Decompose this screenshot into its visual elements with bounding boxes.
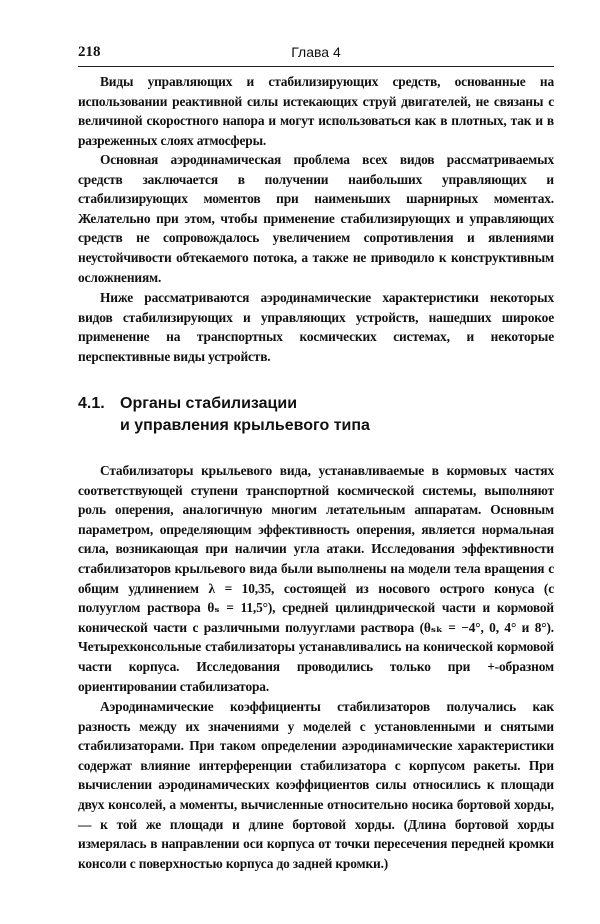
page-header	[78, 44, 554, 67]
section-title-line1: Органы стабилизации	[120, 395, 298, 412]
section-number: 4.1.	[78, 395, 105, 412]
chapter-title: Глава 4	[291, 44, 341, 60]
section-heading-line1	[78, 393, 370, 415]
paragraph-jet-controls: Виды управляющих и стабилизирующих средств, основанные на использовании реактивной силы истекающих струй двигателей, не связаны с величиной скоростного напора и могут использоваться как в плотных, так и в разреженных слоях атмосферы.	[78, 74, 554, 148]
page-number: 218	[78, 44, 101, 60]
paragraph-overview: Ниже рассматриваются аэродинамические характеристики некоторых видов стабилизирующих и управляющих устройств, нашедших широкое применение на транспортных космических системах, и некоторые перспективные виды устройств.	[78, 290, 554, 364]
paragraph-main-problem: Основная аэродинамическая проблема всех видов рассматриваемых средств заключается в получении наибольших управляющих и стабилизирующих моментов при наименьших шарнирных моментах. Желательно при этом, чтобы применение стабилизирующих и управляющих средств не сопровождалось увеличением сопротивления и явлениями неустойчивости обтекаемого потока, а также не приводило к конструктивным осложнениям.	[78, 152, 554, 285]
section-heading	[78, 393, 370, 437]
paragraph-wing-stabilizers: Стабилизаторы крыльевого вида, устанавливаемые в кормовых частях соответствующей ступени транспортной космической системы, выполняют роль оперения, аналогичную многим летательным аппаратам. Основным параметром, определяющим эффективность оперения, является нормальная сила, возникающая при наличии угла атаки. Исследования эффективности стабилизаторов крыльевого вида были выполнены на модели тела вращения с общим удлинением λ = 10,35, состоящей из носового острого конуса (с полууглом раствора θₛ = 11,5°), средней цилиндрической части и кормовой конической части с различными полууглами раствора (θₛₖ = −4°, 0, 4° и 8°). Четырехконсольные стабилизаторы устанавливались на конической кормовой части корпуса. Исследования проводились только при +-образном ориентировании стабилизатора.	[78, 463, 554, 694]
section-title-line2: и управления крыльевого типа	[120, 417, 370, 434]
paragraph-coefficients: Аэродинамические коэффициенты стабилизаторов получались как разность между их значениями у моделей с установленными и снятыми стабилизаторами. При таком определении аэродинамические характеристики содержат влияние интерференции стабилизатора с корпусом ракеты. При вычислении аэродинамических коэффициентов силы относились к площади двух консолей, а моменты, вычисленные относительно носика бортовой хорды, — к той же площади и длине бортовой хорды. (Длина бортовой хорды измерялась в направлении оси корпуса от точки пересечения передней кромки консоли с поверхностью корпуса до задней кромки.)	[78, 699, 554, 871]
